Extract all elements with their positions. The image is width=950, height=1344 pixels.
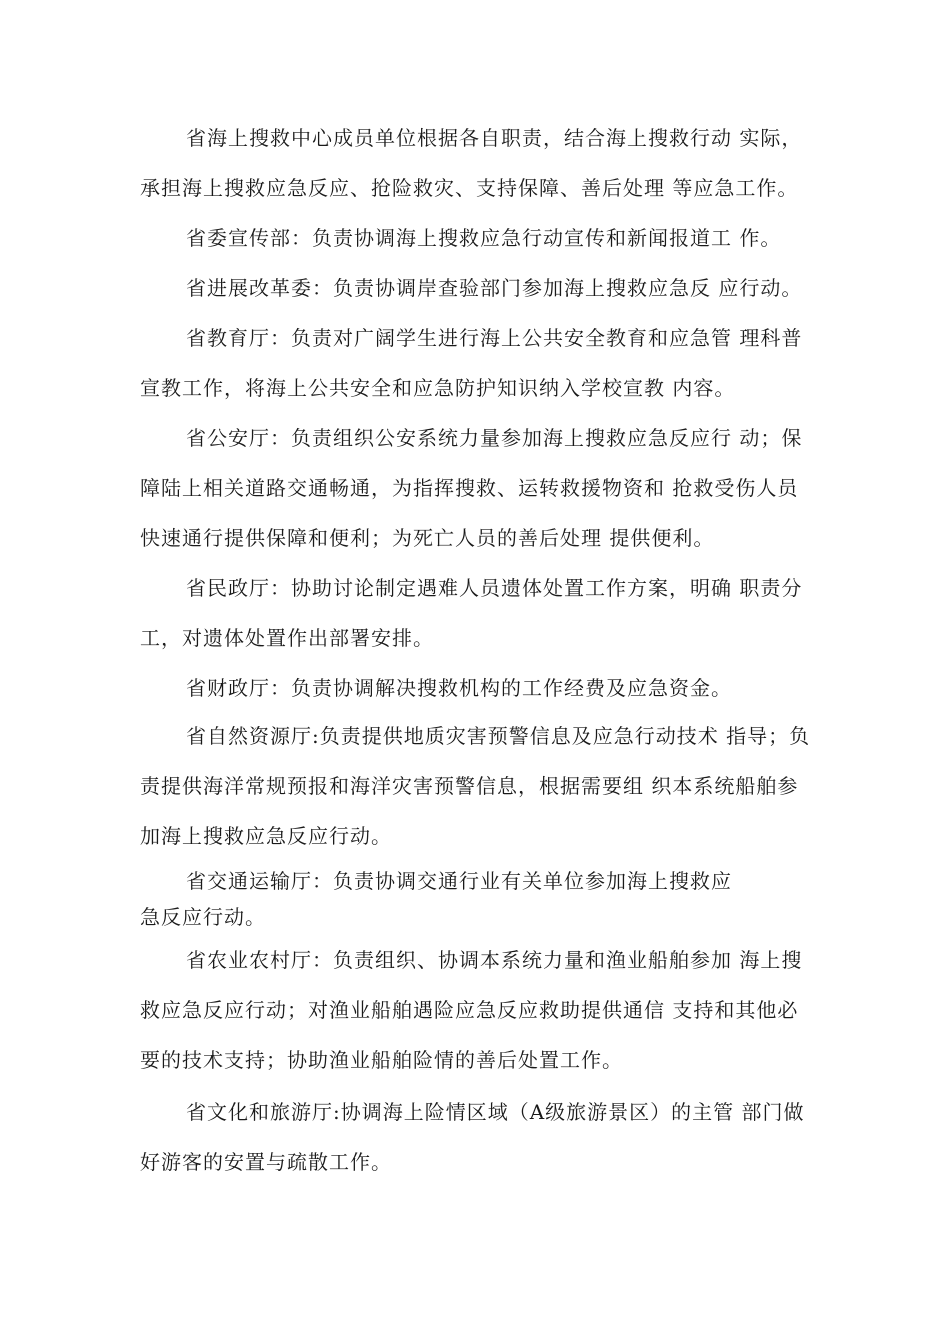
text-line: 省公安厅：负责组织公安系统力量参加海上搜救应急反应行 动；保 xyxy=(186,426,803,450)
paragraph-education-dept xyxy=(140,313,840,413)
paragraph-transport-dept xyxy=(140,863,840,935)
text-line: 障陆上相关道路交通畅通，为指挥搜救、运转救援物资和 抢救受伤人员 xyxy=(140,476,799,500)
paragraph-propaganda-dept xyxy=(140,213,840,263)
text-line: 宣教工作，将海上公共安全和应急防护知识纳入学校宣教 内容。 xyxy=(140,376,736,400)
text-line: 省农业农村厅：负责组织、协调本系统力量和渔业船舶参加 海上搜 xyxy=(186,948,803,972)
text-line: 省交通运输厅：负责协调交通行业有关单位参加海上搜救应 xyxy=(186,869,732,893)
text-line: 救应急反应行动；对渔业船舶遇险应急反应救助提供通信 支持和其他必 xyxy=(140,998,799,1022)
paragraph-agriculture-dept xyxy=(140,935,840,1085)
text-line: 快速通行提供保障和便利；为死亡人员的善后处理 提供便利。 xyxy=(140,526,715,550)
text-line: 省财政厅：负责协调解决搜救机构的工作经费及应急资金。 xyxy=(186,676,732,700)
text-line: 省教育厅：负责对广阔学生进行海上公共安全教育和应急管 理科普 xyxy=(186,326,803,350)
paragraph-culture-tourism-dept xyxy=(140,1087,840,1187)
text-line: 承担海上搜救应急反应、抢险救灾、支持保障、善后处理 等应急工作。 xyxy=(140,176,799,200)
paragraph-civil-affairs-dept xyxy=(140,563,840,663)
text-line: 责提供海洋常规预报和海洋灾害预警信息，根据需要组 织本系统船舶参 xyxy=(140,774,799,798)
text-line: 省进展改革委：负责协调岸查验部门参加海上搜救应急反 应行动。 xyxy=(186,276,803,300)
paragraph-intro xyxy=(140,113,840,213)
text-line: 急反应行动。 xyxy=(140,905,266,929)
text-line: 好游客的安置与疏散工作。 xyxy=(140,1150,392,1174)
text-line: 省海上搜救中心成员单位根据各自职责，结合海上搜救行动 实际， xyxy=(186,126,803,150)
text-line: 加海上搜救应急反应行动。 xyxy=(140,824,392,848)
text-line: 省自然资源厅:负责提供地质灾害预警信息及应急行动技术 指导；负 xyxy=(186,724,811,748)
paragraph-natural-resources-dept xyxy=(140,711,840,861)
text-line: 省民政厅：协助讨论制定遇难人员遗体处置工作方案，明确 职责分 xyxy=(186,576,803,600)
text-line: 省委宣传部：负责协调海上搜救应急行动宣传和新闻报道工 作。 xyxy=(186,226,782,250)
paragraph-development-commission xyxy=(140,263,840,313)
paragraph-public-security-dept xyxy=(140,413,840,563)
text-line: 工，对遗体处置作出部署安排。 xyxy=(140,626,434,650)
text-line: 省文化和旅游厅:协调海上险情区域（A级旅游景区）的主管 部门做 xyxy=(186,1100,805,1124)
text-line: 要的技术支持；协助渔业船舶险情的善后处置工作。 xyxy=(140,1048,623,1072)
paragraph-finance-dept xyxy=(140,663,840,713)
